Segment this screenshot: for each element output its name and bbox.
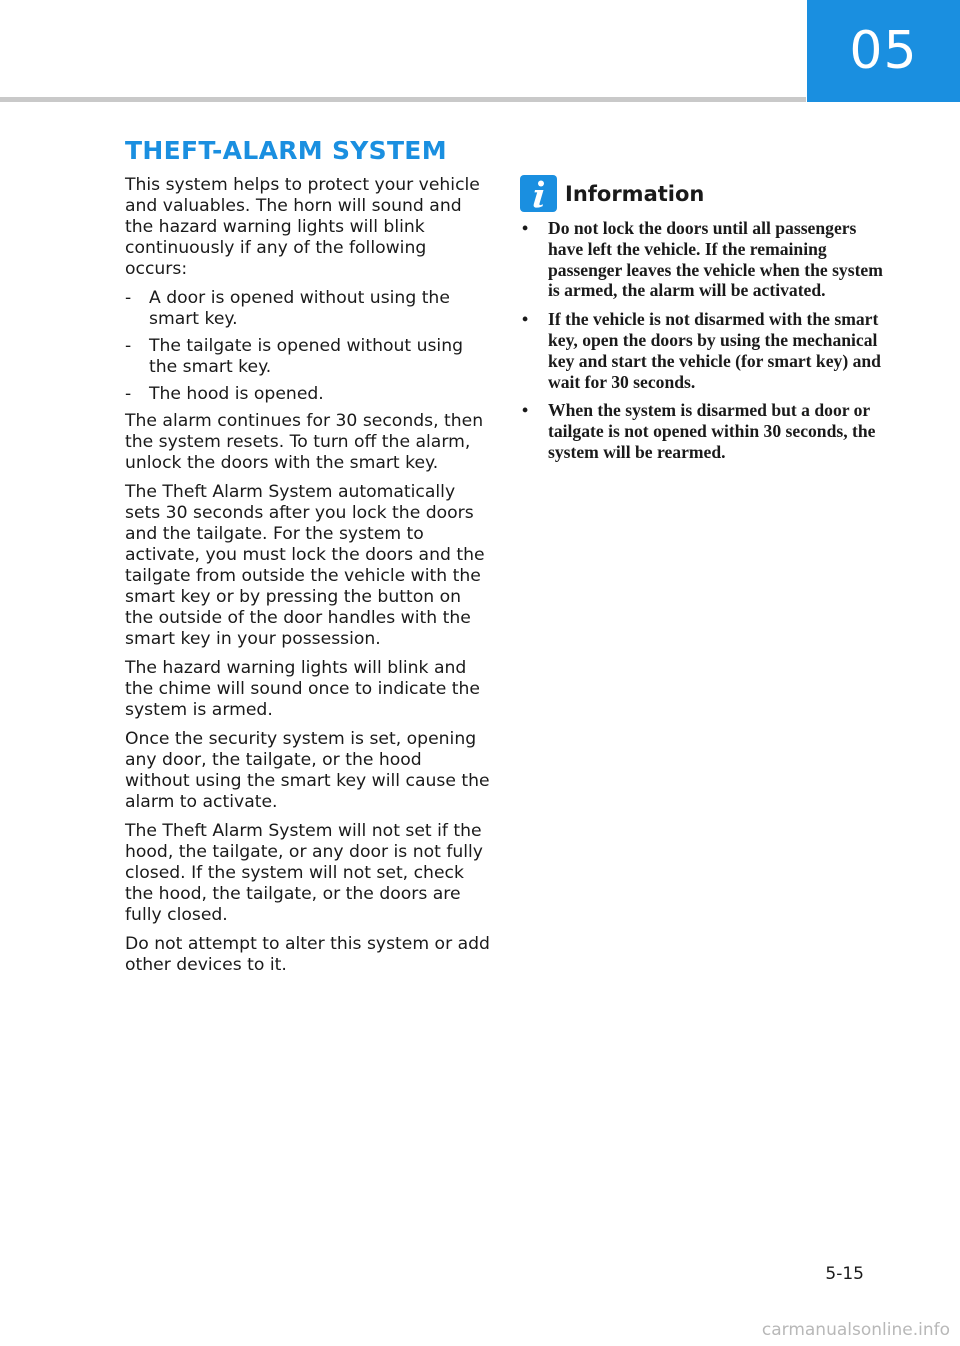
information-header xyxy=(520,175,890,212)
main-column xyxy=(125,136,490,984)
bullet-marker: • xyxy=(522,309,529,330)
header-rule xyxy=(0,97,806,102)
body-paragraph: Once the security system is set, opening any door, the tailgate, or the hood without using the smart key will cause the alarm to activate. xyxy=(125,729,490,812)
chapter-tab: 05 xyxy=(807,0,960,102)
watermark: carmanualsonline.info xyxy=(761,1320,950,1340)
body-paragraph: The hazard warning lights will blink and the chime will sound once to indicate the system is armed. xyxy=(125,658,480,720)
list-item-text: When the system is disarmed but a door or tailgate is not opened within 30 seconds, the system will be rearmed. xyxy=(548,400,876,462)
dash-marker: - xyxy=(125,288,132,308)
list-item-text: The tailgate is opened without using the smart key. xyxy=(149,336,464,377)
bullet-marker: • xyxy=(522,218,529,238)
information-list xyxy=(520,218,890,463)
list-item xyxy=(125,336,490,378)
intro-paragraph: This system helps to protect your vehicle and valuables. The horn will sound and the hazard warning lights will blink continuously if any of the following occurs: xyxy=(125,175,480,279)
body-paragraph: The Theft Alarm System will not set if the hood, the tailgate, or any door is not fully closed. If the system will not set, check the hood, the tailgate, or the doors are fully closed. xyxy=(125,821,483,925)
list-item xyxy=(125,288,490,330)
alarm-conditions-list xyxy=(125,288,490,405)
section-title: THEFT-ALARM SYSTEM xyxy=(125,136,447,165)
dash-marker: - xyxy=(125,384,132,404)
body-paragraph: The alarm continues for 30 seconds, then the system resets. To turn off the alarm, unlock the doors with the smart key. xyxy=(125,411,484,473)
list-item xyxy=(520,218,890,301)
list-item-text: A door is opened without using the smart key. xyxy=(149,288,450,329)
list-item xyxy=(520,309,890,392)
body-paragraph: The Theft Alarm System automatically sets 30 seconds after you lock the doors and the tailgate. For the system to activate, you must lock the doors and the tailgate from outside the vehicle with the smart key or by pressing the button on the outside of the door handles with the smart key in your possession. xyxy=(125,482,485,649)
list-item-text: The hood is opened. xyxy=(149,384,324,404)
list-item-text: Do not lock the doors until all passengers have left the vehicle. If the remaining passenger leaves the vehicle when the system is armed, the alarm will be activated. xyxy=(548,218,883,301)
list-item-text: If the vehicle is not disarmed with the smart key, open the doors by using the mechanical key and start the vehicle (for smart key) and wait for 30 seconds. xyxy=(548,309,881,392)
information-title: Information xyxy=(565,181,705,206)
body-paragraph: Do not attempt to alter this system or add other devices to it. xyxy=(125,934,490,975)
bullet-marker: • xyxy=(522,400,529,421)
list-item xyxy=(520,400,890,462)
page-number: 5-15 xyxy=(825,1264,864,1284)
info-icon xyxy=(520,175,557,212)
information-box xyxy=(520,175,890,471)
list-item xyxy=(125,384,490,405)
dash-marker: - xyxy=(125,336,132,356)
